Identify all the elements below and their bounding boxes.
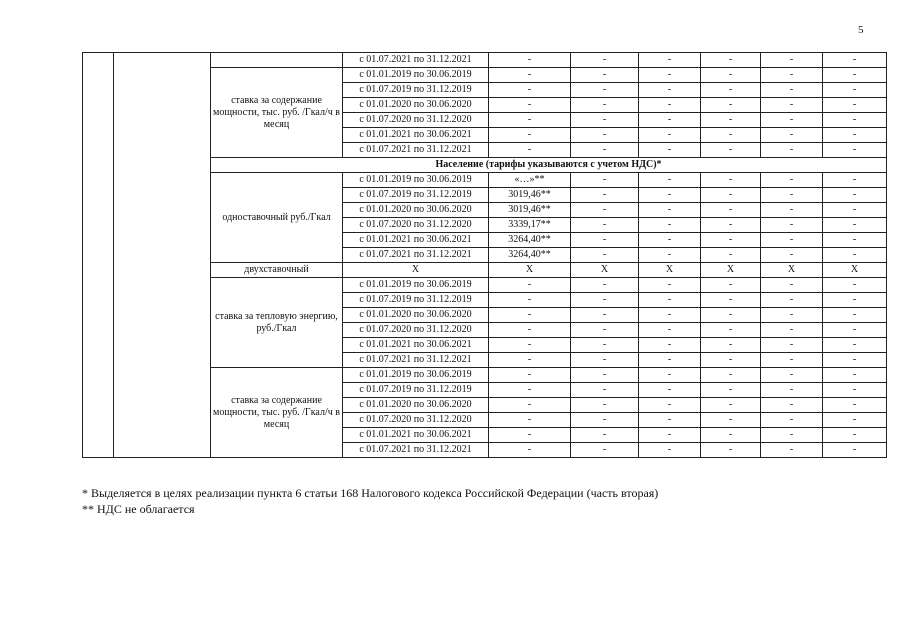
x-mark: X: [701, 263, 761, 278]
value-cell: -: [489, 113, 571, 128]
x-mark: X: [639, 263, 701, 278]
value-cell: -: [701, 173, 761, 188]
value-cell: -: [761, 98, 823, 113]
value-cell: -: [489, 83, 571, 98]
value-cell: 3019,46**: [489, 203, 571, 218]
capacity-rate-label: ставка за содержание мощности, тыс. руб. /Гкал/ч в месяц: [211, 368, 343, 458]
value-cell: -: [701, 428, 761, 443]
value-cell: -: [639, 248, 701, 263]
value-cell: -: [761, 173, 823, 188]
value-cell: -: [639, 218, 701, 233]
value-cell: -: [571, 68, 639, 83]
value-cell: -: [823, 383, 887, 398]
value-cell: -: [701, 323, 761, 338]
value-cell: -: [761, 143, 823, 158]
value-cell: -: [571, 83, 639, 98]
value-cell: -: [701, 68, 761, 83]
value-cell: -: [639, 203, 701, 218]
value-cell: -: [639, 173, 701, 188]
value-cell: -: [761, 368, 823, 383]
value-cell: -: [571, 323, 639, 338]
value-cell: -: [639, 83, 701, 98]
period-cell: с 01.01.2020 по 30.06.2020: [343, 203, 489, 218]
value-cell: -: [571, 398, 639, 413]
value-cell: -: [489, 383, 571, 398]
param-cell: [211, 53, 343, 68]
value-cell: -: [489, 128, 571, 143]
period-cell: с 01.07.2021 по 31.12.2021: [343, 443, 489, 458]
value-cell: -: [489, 68, 571, 83]
value-cell: -: [639, 233, 701, 248]
value-cell: -: [823, 143, 887, 158]
value-cell: -: [701, 113, 761, 128]
tariff-table: [82, 52, 887, 458]
value-cell: -: [639, 323, 701, 338]
period-cell: с 01.07.2019 по 31.12.2019: [343, 83, 489, 98]
two-rate-label: двухставочный: [211, 263, 343, 278]
value-cell: -: [571, 188, 639, 203]
value-cell: -: [489, 143, 571, 158]
value-cell: -: [761, 323, 823, 338]
period-cell: с 01.07.2021 по 31.12.2021: [343, 248, 489, 263]
value-cell: -: [761, 293, 823, 308]
period-cell: с 01.01.2019 по 30.06.2019: [343, 368, 489, 383]
value-cell: -: [639, 278, 701, 293]
value-cell: -: [489, 398, 571, 413]
value-cell: -: [823, 203, 887, 218]
period-cell: с 01.07.2020 по 31.12.2020: [343, 413, 489, 428]
value-cell: 3339,17**: [489, 218, 571, 233]
period-cell: с 01.01.2021 по 30.06.2021: [343, 128, 489, 143]
value-cell: -: [823, 113, 887, 128]
period-cell: с 01.07.2019 по 31.12.2019: [343, 383, 489, 398]
value-cell: -: [761, 308, 823, 323]
x-mark: X: [761, 263, 823, 278]
value-cell: -: [489, 353, 571, 368]
value-cell: -: [823, 413, 887, 428]
period-cell: с 01.07.2020 по 31.12.2020: [343, 218, 489, 233]
heat-energy-rate-label: ставка за тепловую энергию, руб./Гкал: [211, 278, 343, 368]
x-mark: X: [823, 263, 887, 278]
value-cell: -: [823, 83, 887, 98]
value-cell: -: [823, 293, 887, 308]
value-cell: -: [639, 188, 701, 203]
value-cell: -: [701, 278, 761, 293]
value-cell: -: [761, 353, 823, 368]
value-cell: -: [823, 398, 887, 413]
value-cell: -: [761, 443, 823, 458]
value-cell: -: [761, 188, 823, 203]
value-cell: -: [823, 428, 887, 443]
period-cell: с 01.07.2020 по 31.12.2020: [343, 113, 489, 128]
value-cell: -: [489, 413, 571, 428]
value-cell: -: [571, 443, 639, 458]
value-cell: -: [571, 428, 639, 443]
period-cell: с 01.01.2021 по 30.06.2021: [343, 428, 489, 443]
value-cell: -: [823, 98, 887, 113]
value-cell: -: [701, 53, 761, 68]
value-cell: -: [823, 278, 887, 293]
value-cell: -: [701, 143, 761, 158]
period-cell: с 01.01.2020 по 30.06.2020: [343, 98, 489, 113]
value-cell: -: [571, 203, 639, 218]
value-cell: -: [823, 233, 887, 248]
value-cell: -: [701, 98, 761, 113]
value-cell: -: [701, 338, 761, 353]
value-cell: -: [761, 413, 823, 428]
x-mark: X: [343, 263, 489, 278]
value-cell: -: [823, 443, 887, 458]
value-cell: -: [823, 308, 887, 323]
value-cell: -: [701, 443, 761, 458]
value-cell: -: [639, 338, 701, 353]
value-cell: 3264,40**: [489, 248, 571, 263]
footnotes: [82, 485, 658, 517]
value-cell: -: [823, 368, 887, 383]
value-cell: -: [701, 128, 761, 143]
value-cell: -: [489, 443, 571, 458]
value-cell: 3019,46**: [489, 188, 571, 203]
value-cell: -: [489, 53, 571, 68]
value-cell: -: [571, 338, 639, 353]
value-cell: -: [571, 383, 639, 398]
value-cell: -: [823, 53, 887, 68]
value-cell: -: [571, 308, 639, 323]
value-cell: -: [761, 428, 823, 443]
value-cell: -: [571, 413, 639, 428]
value-cell: -: [701, 233, 761, 248]
period-cell: с 01.01.2021 по 30.06.2021: [343, 338, 489, 353]
value-cell: -: [571, 173, 639, 188]
value-cell: -: [489, 308, 571, 323]
period-cell: с 01.01.2019 по 30.06.2019: [343, 173, 489, 188]
value-cell: -: [639, 68, 701, 83]
period-cell: с 01.07.2021 по 31.12.2021: [343, 353, 489, 368]
value-cell: -: [761, 218, 823, 233]
value-cell: -: [761, 248, 823, 263]
value-cell: -: [489, 278, 571, 293]
period-cell: с 01.01.2020 по 30.06.2020: [343, 308, 489, 323]
value-cell: -: [489, 428, 571, 443]
population-section-header: Население (тарифы указываются с учетом НДС)*: [211, 158, 887, 173]
value-cell: -: [701, 368, 761, 383]
value-cell: -: [761, 68, 823, 83]
blank-column-1: [83, 53, 114, 458]
capacity-rate-label: ставка за содержание мощности, тыс. руб. /Гкал/ч в месяц: [211, 68, 343, 158]
value-cell: -: [571, 218, 639, 233]
value-cell: -: [639, 53, 701, 68]
value-cell: -: [701, 353, 761, 368]
value-cell: -: [823, 338, 887, 353]
period-cell: с 01.07.2019 по 31.12.2019: [343, 293, 489, 308]
footnote-vat-note: * Выделяется в целях реализации пункта 6 статьи 168 Налогового кодекса Российской Федерации (часть вторая): [82, 486, 659, 500]
value-cell: 3264,40**: [489, 233, 571, 248]
value-cell: -: [701, 293, 761, 308]
value-cell: -: [571, 368, 639, 383]
value-cell: -: [701, 188, 761, 203]
page-number: 5: [858, 24, 864, 36]
value-cell: -: [823, 173, 887, 188]
value-cell: -: [639, 428, 701, 443]
value-cell: «…»**: [489, 173, 571, 188]
value-cell: -: [823, 248, 887, 263]
footnote-no-vat: ** НДС не облагается: [82, 502, 195, 516]
value-cell: -: [823, 128, 887, 143]
value-cell: -: [571, 143, 639, 158]
period-cell: с 01.01.2019 по 30.06.2019: [343, 68, 489, 83]
value-cell: -: [701, 218, 761, 233]
period-cell: с 01.01.2020 по 30.06.2020: [343, 398, 489, 413]
value-cell: -: [761, 338, 823, 353]
value-cell: -: [639, 98, 701, 113]
value-cell: -: [489, 368, 571, 383]
value-cell: -: [761, 113, 823, 128]
value-cell: -: [761, 53, 823, 68]
value-cell: -: [761, 398, 823, 413]
period-cell: с 01.07.2021 по 31.12.2021: [343, 143, 489, 158]
value-cell: -: [639, 368, 701, 383]
value-cell: -: [823, 323, 887, 338]
value-cell: -: [823, 218, 887, 233]
value-cell: -: [639, 143, 701, 158]
value-cell: -: [571, 293, 639, 308]
period-cell: с 01.01.2021 по 30.06.2021: [343, 233, 489, 248]
value-cell: -: [761, 383, 823, 398]
value-cell: -: [639, 293, 701, 308]
x-mark: X: [571, 263, 639, 278]
value-cell: -: [571, 98, 639, 113]
value-cell: -: [823, 188, 887, 203]
value-cell: -: [639, 308, 701, 323]
value-cell: -: [489, 293, 571, 308]
value-cell: -: [639, 128, 701, 143]
value-cell: -: [701, 203, 761, 218]
period-cell: с 01.07.2021 по 31.12.2021: [343, 53, 489, 68]
period-cell: с 01.07.2019 по 31.12.2019: [343, 188, 489, 203]
value-cell: -: [761, 128, 823, 143]
value-cell: -: [489, 323, 571, 338]
value-cell: -: [571, 278, 639, 293]
value-cell: -: [639, 353, 701, 368]
value-cell: -: [639, 113, 701, 128]
value-cell: -: [761, 233, 823, 248]
value-cell: -: [571, 233, 639, 248]
value-cell: -: [571, 353, 639, 368]
value-cell: -: [639, 398, 701, 413]
value-cell: -: [823, 353, 887, 368]
value-cell: -: [571, 113, 639, 128]
blank-column-2: [114, 53, 211, 458]
single-rate-label: одноставочный руб./Гкал: [211, 173, 343, 263]
value-cell: -: [701, 308, 761, 323]
table-row: [83, 53, 887, 68]
value-cell: -: [571, 248, 639, 263]
value-cell: -: [639, 413, 701, 428]
value-cell: -: [571, 128, 639, 143]
value-cell: -: [639, 443, 701, 458]
value-cell: -: [639, 383, 701, 398]
value-cell: -: [701, 398, 761, 413]
period-cell: с 01.07.2020 по 31.12.2020: [343, 323, 489, 338]
value-cell: -: [761, 203, 823, 218]
value-cell: -: [823, 68, 887, 83]
value-cell: -: [761, 83, 823, 98]
value-cell: -: [761, 278, 823, 293]
period-cell: с 01.01.2019 по 30.06.2019: [343, 278, 489, 293]
value-cell: -: [701, 383, 761, 398]
value-cell: -: [571, 53, 639, 68]
value-cell: -: [489, 338, 571, 353]
x-mark: X: [489, 263, 571, 278]
value-cell: -: [701, 413, 761, 428]
value-cell: -: [701, 248, 761, 263]
value-cell: -: [489, 98, 571, 113]
value-cell: -: [701, 83, 761, 98]
